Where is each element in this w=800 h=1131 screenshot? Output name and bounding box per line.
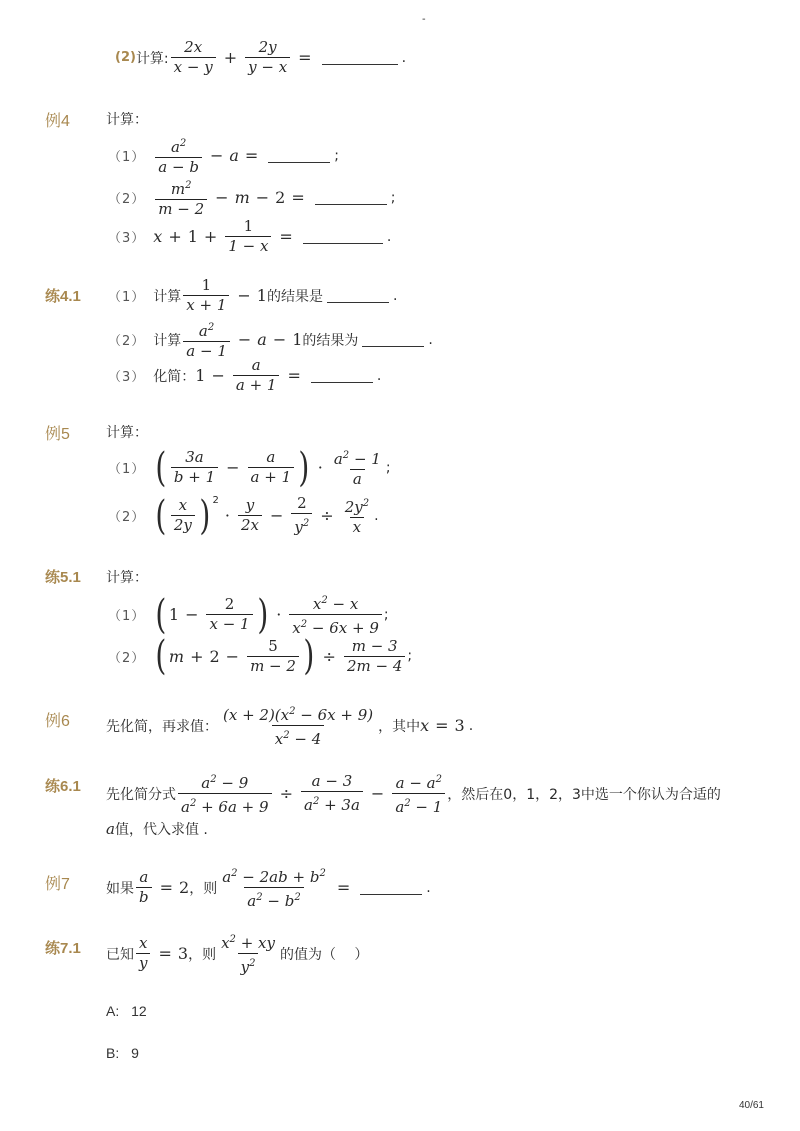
example-6-line: 先化简，再求值： $\frac{(x + 2)(x^2 - 6x + 9)}{x^2 - 4}$ ，其中 x = 3 .: [106, 706, 474, 748]
practice-7-1-line: 已知 $\frac{x}{y}$ = 3 ，则 $\frac{x^2 + xy}{y^2}$ 的值为（ ）: [106, 934, 369, 976]
option-b[interactable]: [106, 1045, 139, 1061]
example-6-label: 例6: [45, 713, 70, 730]
example-4-item-1: （1） $\frac{a^2}{a - b}$ − a = ;: [108, 138, 340, 176]
example-4-item-2: （2） $\frac{m^2}{m - 2}$ − m − 2 = ;: [108, 180, 396, 218]
practice-5-1-label: 练5.1: [45, 569, 81, 586]
practice-4-1-item-3: （3） 化简： 1 − $\frac{a}{a + 1}$ = .: [108, 356, 382, 394]
practice-5-1-item-1: （1） ( 1 − $\frac{2}{x - 1}$ ) · $\frac{x^2 - x}{x^2 - 6x + 9}$ ;: [108, 591, 389, 638]
practice-5-1-item-2: （2） ( m + 2 − $\frac{5}{m - 2}$ ) ÷ $\frac{m - 3}{2m - 4}$ ;: [108, 633, 413, 679]
page-number: 40/61: [738, 1100, 764, 1111]
practice-4-1-item-1: （1） 计算 $\frac{1}{x + 1}$ − 1 的结果是 .: [108, 276, 398, 314]
practice-6-1-line-2: a 值，代入求值 .: [106, 820, 208, 838]
practice-4-1-item-2: （2） 计算 $\frac{a^2}{a - 1}$ − a − 1 的结果为 .: [108, 322, 433, 360]
practice-5-1-intro: 计算：: [106, 570, 148, 586]
practice-7-1-label: 练7.1: [45, 940, 81, 957]
practice-6-1-label: 练6.1: [45, 778, 81, 795]
example-4-label: 例4: [45, 113, 70, 130]
problem-text: 计算:: [135, 50, 169, 67]
option-a-value: 12: [131, 1003, 147, 1019]
example-5-item-2: （2） ( $\frac{x}{2y}$ ) $^2$ · $\frac{y}{2x}$ − $\frac{2}{y^2}$ ÷ $\frac{2y^2}{x}$ .: [108, 492, 379, 539]
example-5-label: 例5: [45, 426, 70, 443]
option-b-key: B:: [106, 1045, 120, 1061]
example-4-intro: 计算：: [106, 112, 148, 128]
example-7-label: 例7: [45, 876, 70, 893]
practice-6-1-line: 先化简分式 $\frac{a^2 - 9}{a^2 + 6a + 9}$ ÷ $\frac{a - 3}{a^2 + 3a}$ − $\frac{a - a^2}{a^2 - 1}$ ，然后在0，1，2，3中选一个你认为合适的: [106, 772, 721, 816]
example-4-item-3: （3） x + 1 + $\frac{1}{1 - x}$ = .: [108, 217, 392, 255]
example-7-line: 如果 $\frac{a}{b}$ = 2 ，则 $\frac{a^2 - 2ab + b^2}{a^2 - b^2}$ = .: [106, 868, 431, 910]
top-mark: -: [422, 14, 426, 25]
example-5-intro: 计算：: [106, 425, 148, 441]
problem-2-line: (2) 计算: $\frac{2x}{x - y}$ + $\frac{2y}{y - x}$ = .: [115, 38, 407, 76]
option-b-value: 9: [131, 1045, 139, 1061]
problem-number: (2): [115, 50, 136, 65]
option-a-key: A:: [106, 1003, 120, 1019]
example-5-item-1: （1） ( $\frac{3a}{b + 1}$ − $\frac{a}{a + 1}$ ) · $\frac{a^2 - 1}{a}$ ;: [108, 444, 391, 491]
option-a[interactable]: [106, 1003, 147, 1019]
practice-4-1-label: 练4.1: [45, 288, 81, 305]
